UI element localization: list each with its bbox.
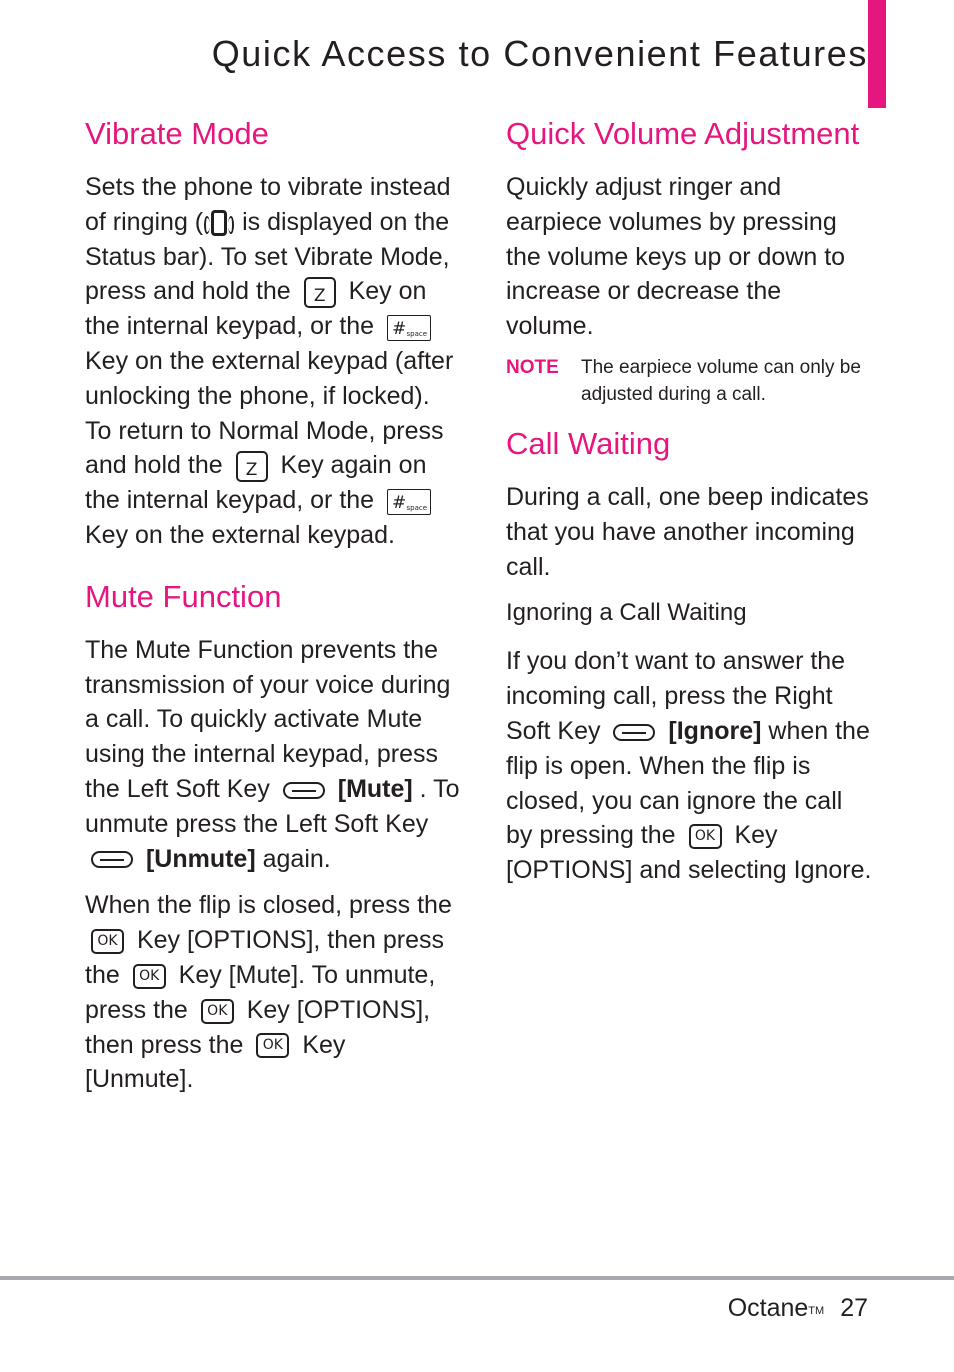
chapter-tab-marker [868,0,886,108]
note-label: NOTE [506,356,559,378]
trademark-symbol: TM [808,1305,825,1317]
call-waiting-text: During a call, one beep indicates that you have another incoming call. [506,482,869,581]
left-column [85,112,460,1097]
ok-key-icon: OK [201,999,234,1024]
footer-rule [0,1276,954,1280]
note [506,354,874,408]
ignoring-call-waiting-subheading: Ignoring a Call Waiting [506,599,747,627]
ignoring-call-waiting-text: If you don’t want to answer the incoming call, press the Right Soft Key [Ignore] when the flip is open. When the flip is closed, you can ignore the call by pressing the OK Key [OPTIONS] and selecting Ignore. [506,647,872,885]
soft-key-icon [91,851,133,868]
z-key-icon: Z [304,277,336,308]
right-column [506,112,874,888]
page-number: 27 [840,1294,868,1322]
quick-volume-heading: Quick Volume Adjustment [506,116,860,151]
note-text: The earpiece volume can only be adjusted during a call. [581,356,861,405]
vibrate-mode-heading: Vibrate Mode [85,116,269,151]
product-name: Octane [727,1294,809,1322]
mute-flip-closed-text: When the flip is closed, press the OK Key [OPTIONS], then press the OK Key [Mute]. To unmute, press the OK Key [OPTIONS], then press the OK Key [Unmute]. [85,891,452,1094]
hash-space-key-icon: # space [387,315,431,341]
ok-key-icon: OK [91,929,124,954]
soft-key-icon [613,724,655,741]
quick-volume-text: Quickly adjust ringer and earpiece volumes by pressing the volume keys up or down to increase or decrease the volume. [506,173,846,341]
page-footer [728,1292,868,1324]
hash-space-key-icon: # space [387,489,431,515]
ok-key-icon: OK [256,1033,289,1058]
ok-key-icon: OK [689,824,722,849]
normal-mode-text: To return to Normal Mode, press and hold the Z Key again on the internal keypad, or the # space Key on the external keypad. [85,416,444,549]
mute-function-heading: Mute Function [85,578,282,614]
z-key-icon: Z [236,451,268,482]
ok-key-icon: OK [133,964,166,989]
page-title: Quick Access to Convenient Features [211,33,868,74]
soft-key-icon [283,782,325,799]
mute-function-text: The Mute Function prevents the transmission of your voice during a call. To quickly activate Mute using the internal keypad, press the Left Soft Key [Mute] . To unmute press the Left Soft Key [Unmute] again. [85,635,460,873]
call-waiting-heading: Call Waiting [506,425,671,461]
vibrate-icon [211,210,227,236]
vibrate-mode-text: Sets the phone to vibrate instead of ringing ( is displayed on the Status bar). To set Vibrate Mode, press and hold the Z Key on the internal keypad, or the # space Key on the external keypad (after unlocking the phone, if locked). [85,173,454,410]
